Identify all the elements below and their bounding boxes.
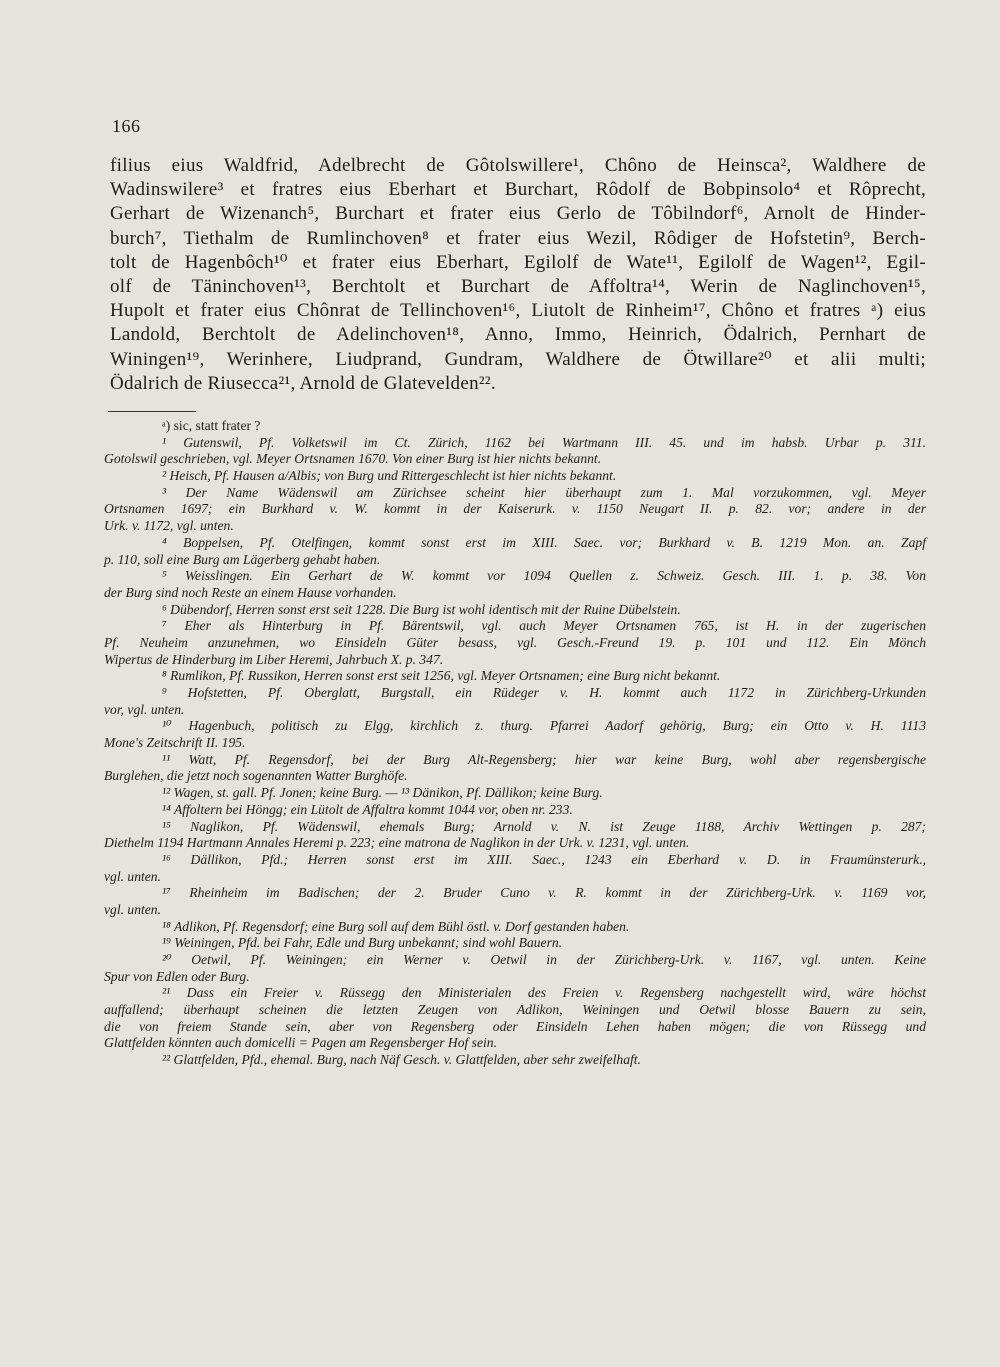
main-text-line: Wadinswilere³ et fratres eius Eberhart et Burchart, Rôdolf de Bobpinsolo⁴ et Rôprecht,: [110, 179, 926, 201]
main-text-line: tolt de Hagenbôch¹⁰ et frater eius Eberhart, Egilolf de Wate¹¹, Egilolf de Wagen¹², Egil-: [110, 251, 926, 273]
main-text-line: Ödalrich de Riusecca²¹, Arnold de Glatevelden²².: [110, 372, 496, 394]
footnote-line: ¹⁵ Naglikon, Pf. Wädenswil, ehemals Burg; Arnold v. N. ist Zeuge 1188, Archiv Wettingen p. 287;: [162, 818, 926, 834]
footnote-line: ⁷ Eher als Hinterburg in Pf. Bärentswil, vgl. auch Meyer Ortsnamen 765, ist H. in der zugerischen: [162, 618, 926, 634]
footnote-line: ⁴ Boppelsen, Pf. Otelfingen, kommt sonst erst im XIII. Saec. vor; Burkhard v. B. 1219 Mon. an. Zapf: [162, 534, 926, 550]
footnote-line: ⁹ Hofstetten, Pf. Oberglatt, Burgstall, ein Rüdeger v. H. kommt auch 1172 in Zürichberg-Urkunden: [162, 685, 926, 700]
footnote-line: Ortsnamen 1697; ein Burkhard v. W. kommt in der Kaiserurk. v. 1150 Neugart II. p. 82. vor; andere in der: [104, 501, 926, 517]
footnote-line: Pf. Neuheim anzunehmen, wo Einsideln Güter besass, vgl. Gesch.-Freund 19. p. 101 und 112. Ein Mönch: [104, 634, 926, 650]
footnote-line: ⁶ Dübendorf, Herren sonst erst seit 1228. Die Burg ist wohl identisch mit der Ruine Dübelstein.: [162, 601, 681, 617]
footnote-line: Burglehen, die jetzt noch sogenannten Watter Burghöfe.: [104, 768, 408, 784]
main-text-line: olf de Täninchoven¹³, Berchtolt et Burchart de Affoltra¹⁴, Werin de Naglinchoven¹⁵,: [110, 275, 926, 297]
main-text-line: Winingen¹⁹, Werinhere, Liudprand, Gundram, Waldhere de Ötwillare²⁰ et alii multi;: [110, 348, 926, 370]
footnote-line: die von freiem Stande sein, aber von Regensberg oder Einsideln Lehen haben mögen; die von Rüssegg und: [104, 1018, 926, 1034]
footnote-line: ¹⁰ Hagenbuch, politisch zu Elgg, kirchlich z. thurg. Pfarrei Aadorf gehörig, Burg; ein Otto v. H. 1113: [162, 718, 926, 734]
footnote-line: ¹¹ Watt, Pf. Regensdorf, bei der Burg Alt-Regensberg; hier war keine Burg, wohl aber regensbergische: [162, 751, 926, 767]
footnote-line: vgl. unten.: [104, 868, 162, 884]
footnote-line: ¹⁴ Affoltern bei Höngg; ein Lütolt de Affaltra kommt 1044 vor, oben nr. 233.: [162, 801, 573, 817]
footnote-line: p. 110, soll eine Burg am Lägerberg gehabt haben.: [104, 551, 381, 567]
footnote-line: ² Heisch, Pf. Hausen a/Albis; von Burg und Rittergeschlecht ist hier nichts bekannt.: [162, 468, 617, 484]
footnote-line: ¹² Wagen, st. gall. Pf. Jonen; keine Burg. — ¹³ Dänikon, Pf. Dällikon; keine Burg.: [162, 785, 603, 801]
footnote-line: ¹ Gutenswil, Pf. Volketswil im Ct. Zürich, 1162 bei Wartmann III. 45. und im habsb. Urbar p. 311.: [162, 434, 926, 450]
footnote-line: Diethelm 1194 Hartmann Annales Heremi p. 223; eine matrona de Naglikon in der Urk. v. 1231, vgl. unten.: [104, 835, 690, 851]
footnote-line: Spur von Edlen oder Burg.: [104, 968, 250, 984]
footnote-line: Glattfelden könnten auch domicelli = Pagen am Regensberger Hof sein.: [104, 1035, 497, 1051]
footnote-line: Wipertus de Hinderburg im Liber Heremi, Jahrbuch X. p. 347.: [104, 651, 444, 667]
footnote-line: ¹⁷ Rheinheim im Badischen; der 2. Bruder Cuno v. R. kommt in der Zürichberg-Urk. v. 1169 vor,: [162, 885, 926, 901]
footnote-line: ²² Glattfelden, Pfd., ehemal. Burg, nach Näf Gesch. v. Glattfelden, aber sehr zweifelhaft.: [162, 1052, 641, 1068]
footnote-line: vgl. unten.: [104, 901, 162, 917]
footnote-line: ²¹ Dass ein Freier v. Rüssegg den Ministerialen des Freien v. Regensberg nachgestellt wird, wäre höchst: [162, 985, 926, 1001]
footnote-line: ¹⁹ Weiningen, Pfd. bei Fahr, Edle und Burg unbekannt; sind wohl Bauern.: [162, 935, 563, 951]
footnote-line: ᵃ) sic, statt frater ?: [162, 418, 261, 433]
footnote-line: ¹⁸ Adlikon, Pf. Regensdorf; eine Burg soll auf dem Bühl östl. v. Dorf gestanden haben.: [162, 918, 630, 934]
main-text: [110, 154, 926, 396]
footnote-line: der Burg sind noch Reste an einem Hause vorhanden.: [104, 584, 397, 600]
main-text-line: burch⁷, Tiethalm de Rumlinchoven⁸ et frater eius Wezil, Rôdiger de Hofstetin⁹, Berch-: [110, 227, 926, 249]
footnote-line: ¹⁶ Dällikon, Pfd.; Herren sonst erst im XIII. Saec., 1243 ein Eberhard v. D. in Fraumünsterurk.,: [162, 851, 926, 867]
footnote-line: ²⁰ Oetwil, Pf. Weiningen; ein Werner v. Oetwil in der Zürichberg-Urk. v. 1167, vgl. unten. Keine: [162, 952, 926, 967]
main-text-line: Gerhart de Wizenanch⁵, Burchart et frater eius Gerlo de Tôbilndorf⁶, Arnolt de Hinder-: [110, 203, 926, 225]
footnote-divider: [108, 411, 196, 412]
footnote-line: ⁸ Rumlikon, Pf. Russikon, Herren sonst erst seit 1256, vgl. Meyer Ortsnamen; eine Burg nicht bekannt.: [162, 668, 721, 684]
footnote-line: vor, vgl. unten.: [104, 701, 185, 717]
page-number: 166: [112, 116, 141, 136]
main-text-line: filius eius Waldfrid, Adelbrecht de Gôtolswillere¹, Chôno de Heinsca², Waldhere de: [110, 155, 926, 176]
footnote-line: auffallend; überhaupt scheinen die letzten Zeugen von Adlikon, Weiningen und Oetwil blosse Bauern zu sein,: [104, 1002, 926, 1018]
footnote-line: ⁵ Weisslingen. Ein Gerhart de W. kommt vor 1094 Quellen z. Schweiz. Gesch. III. 1. p. 38. Von: [162, 568, 926, 584]
footnote-line: ³ Der Name Wädenswil am Zürichsee scheint hier überhaupt zum 1. Mal vorzukommen, vgl. Meyer: [162, 484, 926, 500]
footnote-line: Gotolswil geschrieben, vgl. Meyer Ortsnamen 1670. Von einer Burg ist hier nichts bekannt.: [104, 451, 602, 467]
footnote-line: Urk. v. 1172, vgl. unten.: [104, 518, 234, 534]
main-text-line: Landold, Berchtolt de Adelinchoven¹⁸, Anno, Immo, Heinrich, Ödalrich, Pernhart de: [110, 324, 926, 346]
footnotes: [104, 418, 926, 1069]
main-text-line: Hupolt et frater eius Chônrat de Tellinchoven¹⁶, Liutolt de Rinheim¹⁷, Chôno et fratres ᵃ) eius: [110, 300, 926, 322]
footnote-line: Mone's Zeitschrift II. 195.: [104, 735, 246, 751]
